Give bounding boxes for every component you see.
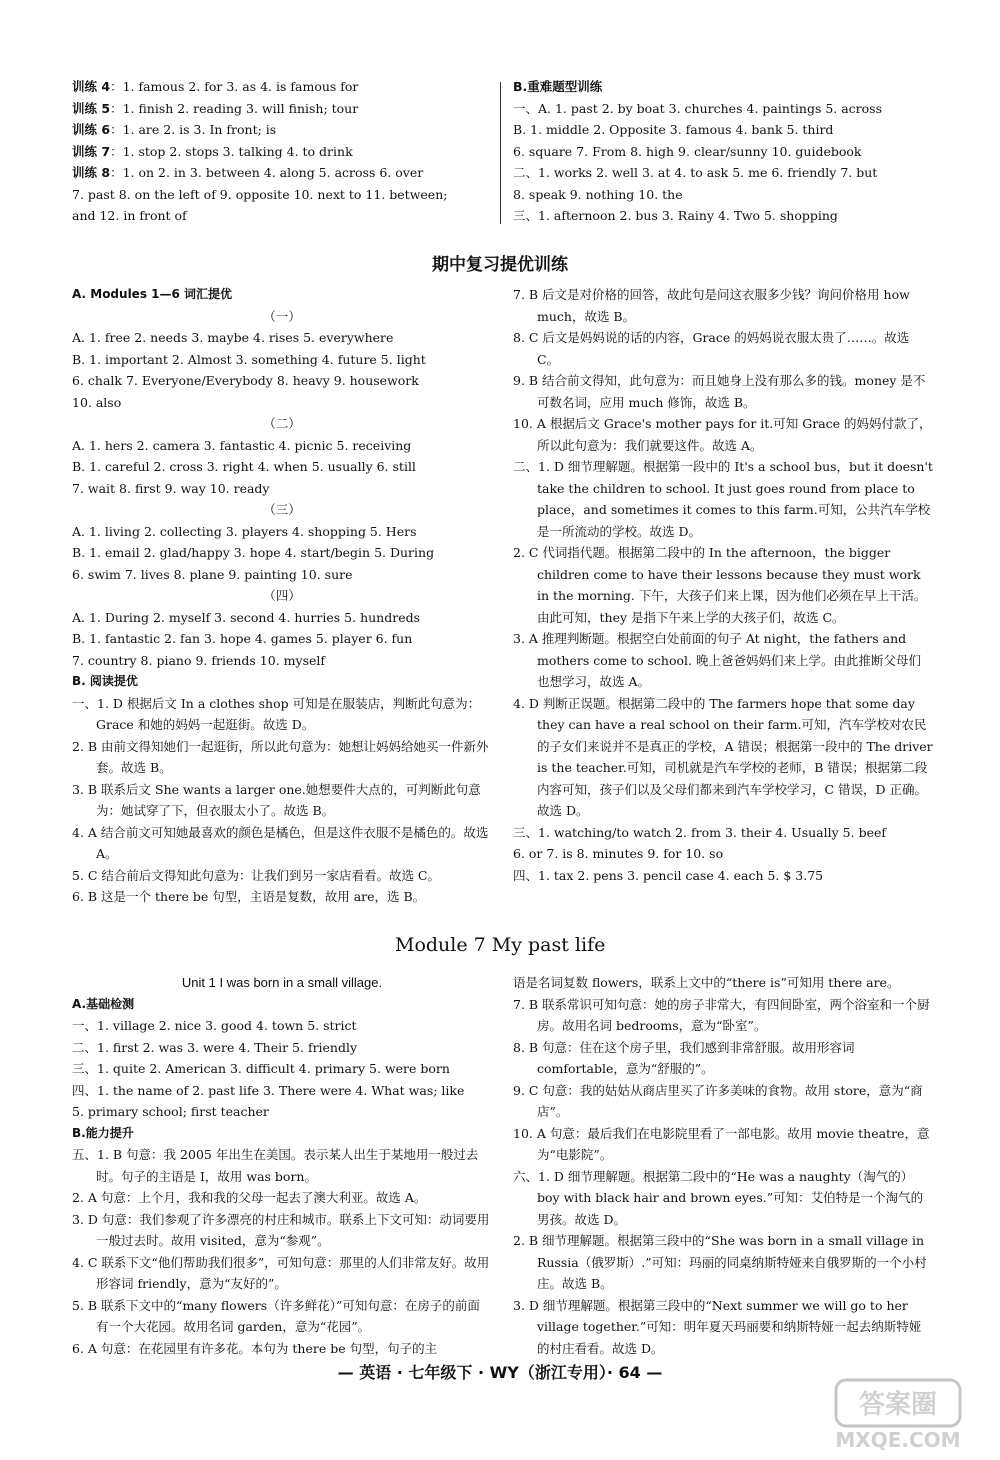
explained-answer: 9. B 结合前文得知，此句意为：而且她身上没有那么多的钱。money 是不可数名词，应用 much 修饰，故选 B。 (513, 373, 926, 410)
answer-line: A. 1. hers 2. camera 3. fantastic 4. picnic 5. receiving (72, 437, 412, 453)
module-left-column (72, 972, 492, 1359)
explained-answer: 五、1. B 句意：我 2005 年出生在美国。表示某人出生于某地用一般过去时。句子的主语是 I，故用 was born。 (72, 1147, 479, 1184)
explained-answer: 8. B 句意：住在这个房子里，我们感到非常舒服。故用形容词 comfortable，意为“舒服的”。 (513, 1039, 855, 1076)
section-subheading: A.基础检测 (72, 996, 135, 1011)
explained-answer: 5. B 联系下文中的“many flowers（许多鲜花）”可知句意：在房子的前面有一个大花园。故用名词 garden，意为“花园”。 (72, 1297, 480, 1334)
answer-line: 四、1. the name of 2. past life 3. There were 4. What was; like (72, 1082, 465, 1098)
explained-answer: 6. or 7. is 8. minutes 9. for 10. so (513, 846, 724, 861)
part-number: （二） (263, 416, 301, 431)
part-number: （四） (263, 588, 301, 603)
column-divider (500, 82, 501, 224)
answer-line: 一、1. village 2. nice 3. good 4. town 5. strict (72, 1018, 357, 1033)
practice-answer-line (72, 119, 504, 141)
watermark-text: MXQE.COM (835, 1428, 961, 1452)
explained-answer: 8. C 后文是妈妈说的话的内容，Grace 的妈妈说衣服太贵了……。故选 C。 (513, 330, 910, 367)
explained-answer: 六、1. D 细节理解题。根据第二段中的“He was a naughty（淘气的）boy with black hair and brown eyes.”可知：艾伯特是一个淘气的男孩。故选 D。 (513, 1168, 924, 1227)
answer-line: 7. wait 8. first 9. way 10. ready (72, 480, 270, 496)
answer-line: A. 1. living 2. collecting 3. players 4. shopping 5. Hers (72, 523, 417, 539)
practice-label: 训练 4 (72, 79, 111, 94)
explained-answer: 三、1. watching/to watch 2. from 3. their 4. Usually 5. beef (513, 824, 886, 840)
practice-answers: ：1. stop 2. stops 3. talking 4. to drink (110, 143, 353, 159)
practice-answers: ：1. famous 2. for 3. as 4. is famous for (110, 79, 359, 94)
svg-text:答案圈: 答案圈 (858, 1390, 938, 1420)
explained-answer: 3. B 联系后文 She wants a larger one.她想要件大点的，可判断此句意为：她试穿了下，但衣服太小了。故选 B。 (72, 781, 481, 818)
answer-line: 8. speak 9. nothing 10. the (513, 186, 683, 202)
section-subheading: A. Modules 1—6 词汇提优 (72, 287, 233, 301)
explained-answer: 10. A 句意：最后我们在电影院里看了一部电影。故用 movie theatre，意为“电影院”。 (513, 1125, 930, 1162)
explained-answer: 3. D 句意：我们参观了许多漂亮的村庄和城市。联系上下文可知：动词要用一般过去时。故用 visited，意为“参观”。 (72, 1211, 490, 1248)
answer-line: 三、1. quite 2. American 3. difficult 4. primary 5. were born (72, 1061, 450, 1076)
answer-line: B. 1. important 2. Almost 3. something 4. future 5. light (72, 351, 426, 367)
explained-answer: 2. A 句意：上个月，我和我的父母一起去了澳大利亚。故选 A。 (72, 1190, 427, 1205)
practice-answer-line (72, 162, 504, 184)
answer-line: 5. primary school; first teacher (72, 1104, 269, 1119)
explained-answer: 语是名词复数 flowers，联系上文中的“there is”可知用 there are。 (513, 975, 900, 990)
explained-answer: 6. B 这是一个 there be 句型，主语是复数，故用 are，选 B。 (72, 889, 426, 904)
answer-line: 一、A. 1. past 2. by boat 3. churches 4. paintings 5. across (513, 100, 883, 116)
practice-answers: 7. past 8. on the left of 9. opposite 10. next to 11. between; (72, 186, 448, 202)
practice-answers: ：1. are 2. is 3. In front; is (110, 122, 277, 137)
module-title: Module 7 My past life (395, 934, 606, 956)
answer-line: 二、1. first 2. was 3. were 4. Their 5. friendly (72, 1039, 358, 1055)
explained-answer: 4. D 判断正误题。根据第二段中的 The farmers hope that some day they can have a real school on their farm.可知，汽车学校对农民的子女们来说并不是真正的学校，A 错误；根据第一段中的 The driver is the teacher.可知，司机就是汽车学校的老师，B 错误；根据第二段内容可知，孩子们以及父母们都来到汽车学校学习，C 错误，D 正确。故选 D。 (513, 695, 933, 818)
explained-answer: 一、1. D 根据后文 In a clothes shop 可知是在服装店，判断此句意为：Grace 和她的妈妈一起逛街。故选 D。 (72, 695, 481, 732)
practice-answer-line (72, 141, 504, 163)
page-footer: — 英语 · 七年级下 · WY（浙江专用）· 64 — (337, 1363, 663, 1382)
answer-line: 二、1. works 2. well 3. at 4. to ask 5. me 6. friendly 7. but (513, 165, 878, 180)
practice-answer-line (72, 205, 504, 227)
practice-label: 训练 8 (72, 165, 111, 180)
practice-answers: ：1. finish 2. reading 3. will finish; tour (110, 100, 359, 116)
module-right-column (513, 972, 933, 1359)
answer-line: A. 1. free 2. needs 3. maybe 4. rises 5. everywhere (72, 330, 394, 345)
explained-answer: 3. D 细节理解题。根据第三段中的“Next summer we will go to her village together.”可知：明年夏天玛丽要和纳斯特娅一起去纳斯特娅的村庄看看。故选 D。 (513, 1297, 922, 1356)
practice-label: 训练 5 (72, 100, 111, 116)
explained-answer: 10. A 根据后文 Grace's mother pays for it.可知 Grace 的妈妈付款了，所以此句意为：我们就要这件。故选 A。 (513, 416, 932, 453)
answer-line: B. 1. middle 2. Opposite 3. famous 4. bank 5. third (513, 122, 834, 137)
answer-line: B. 1. email 2. glad/happy 3. hope 4. start/begin 5. During (72, 545, 435, 560)
explained-answer: 2. B 由前文得知她们一起逛街，所以此句意为：她想让妈妈给她买一件新外套。故选 B。 (72, 738, 489, 775)
explained-answer: 6. A 句意：在花园里有许多花。本句为 there be 句型，句子的主 (72, 1340, 438, 1356)
midterm-title: 期中复习提优训练 (432, 255, 568, 275)
part-number: （三） (263, 502, 301, 517)
explained-answer: 二、1. D 细节理解题。根据第一段中的 It's a school bus，but it doesn't take the children to school. It just goes round from place to place，and sometimes it comes to this farm.可知，公共汽车学校是一所流动的学校。故选 D。 (513, 459, 933, 539)
midterm-right-column (513, 284, 933, 886)
explained-answer: 7. B 后文是对价格的回答，故此句是问这衣服多少钱？询问价格用 how much，故选 B。 (513, 287, 910, 324)
answer-line: 10. also (72, 394, 122, 410)
explained-answer: 9. C 句意：我的姑姑从商店里买了许多美味的食物。故用 store，意为“商店”。 (513, 1082, 923, 1119)
answer-line: A. 1. During 2. myself 3. second 4. hurries 5. hundreds (72, 609, 421, 625)
part-number: （一） (263, 308, 301, 324)
section-heading-b: B.重难题型训练 (513, 79, 603, 94)
practice-answer-line (72, 98, 504, 120)
practice-answers: and 12. in front of (72, 208, 187, 223)
answer-line: B. 1. fantastic 2. fan 3. hope 4. games 5. player 6. fun (72, 631, 413, 646)
top-right-column (513, 76, 933, 227)
answer-line: 6. square 7. From 8. high 9. clear/sunny 10. guidebook (513, 143, 862, 159)
explained-answer: 4. A 结合前文可知她最喜欢的颜色是橘色，但是这件衣服不是橘色的。故选 A。 (72, 824, 489, 861)
unit-title: Unit 1 I was born in a small village. (181, 975, 383, 990)
practice-label: 训练 6 (72, 122, 111, 137)
explained-answer: 四、1. tax 2. pens 3. pencil case 4. each 5. $ 3.75 (513, 867, 824, 883)
explained-answer: 5. C 结合前后文得知此句意为：让我们到另一家店看看。故选 C。 (72, 867, 440, 883)
explained-answer: 3. A 推理判断题。根据空白处前面的句子 At night，the fathers and mothers come to school. 晚上爸爸妈妈们来上学。由此推断父母们也想学习，故选 A。 (513, 631, 921, 689)
answer-line: 三、1. afternoon 2. bus 3. Rainy 4. Two 5. shopping (513, 208, 838, 223)
section-subheading: B.能力提升 (72, 1125, 134, 1140)
section-subheading: B. 阅读提优 (72, 674, 138, 688)
midterm-left-column (72, 284, 492, 908)
answer-line: 6. chalk 7. Everyone/Everybody 8. heavy 9. housework (72, 373, 419, 388)
answer-line: 7. country 8. piano 9. friends 10. myself (72, 652, 326, 668)
explained-answer: 2. C 代词指代题。根据第二段中的 In the afternoon，the bigger children come to have their lessons because they must work in the morning. 下午，大孩子们来上课，因为他们必须在早上干活。由此可知，they 是指下午来上学的大孩子们，故选 C。 (513, 545, 927, 625)
practice-answer-line (72, 76, 504, 98)
watermark-logo (818, 1376, 978, 1454)
top-left-column (72, 76, 504, 227)
practice-answers: ：1. on 2. in 3. between 4. along 5. across 6. over (110, 165, 424, 180)
explained-answer: 4. C 联系下文“他们帮助我们很多”，可知句意：那里的人们非常友好。故用形容词 friendly，意为“友好的”。 (72, 1254, 490, 1291)
explained-answer: 2. B 细节理解题。根据第三段中的“She was born in a small village in Russia（俄罗斯）.”可知：玛丽的同桌纳斯特娅来自俄罗斯的一个小村庄。故选 B。 (513, 1233, 927, 1291)
answer-line: 6. swim 7. lives 8. plane 9. painting 10. sure (72, 566, 353, 582)
practice-answer-line (72, 184, 504, 206)
explained-answer: 7. B 联系常识可知句意：她的房子非常大，有四间卧室，两个浴室和一个厨房。故用名词 bedrooms，意为“卧室”。 (513, 996, 930, 1033)
answer-line: B. 1. careful 2. cross 3. right 4. when 5. usually 6. still (72, 459, 416, 474)
practice-label: 训练 7 (72, 143, 111, 159)
